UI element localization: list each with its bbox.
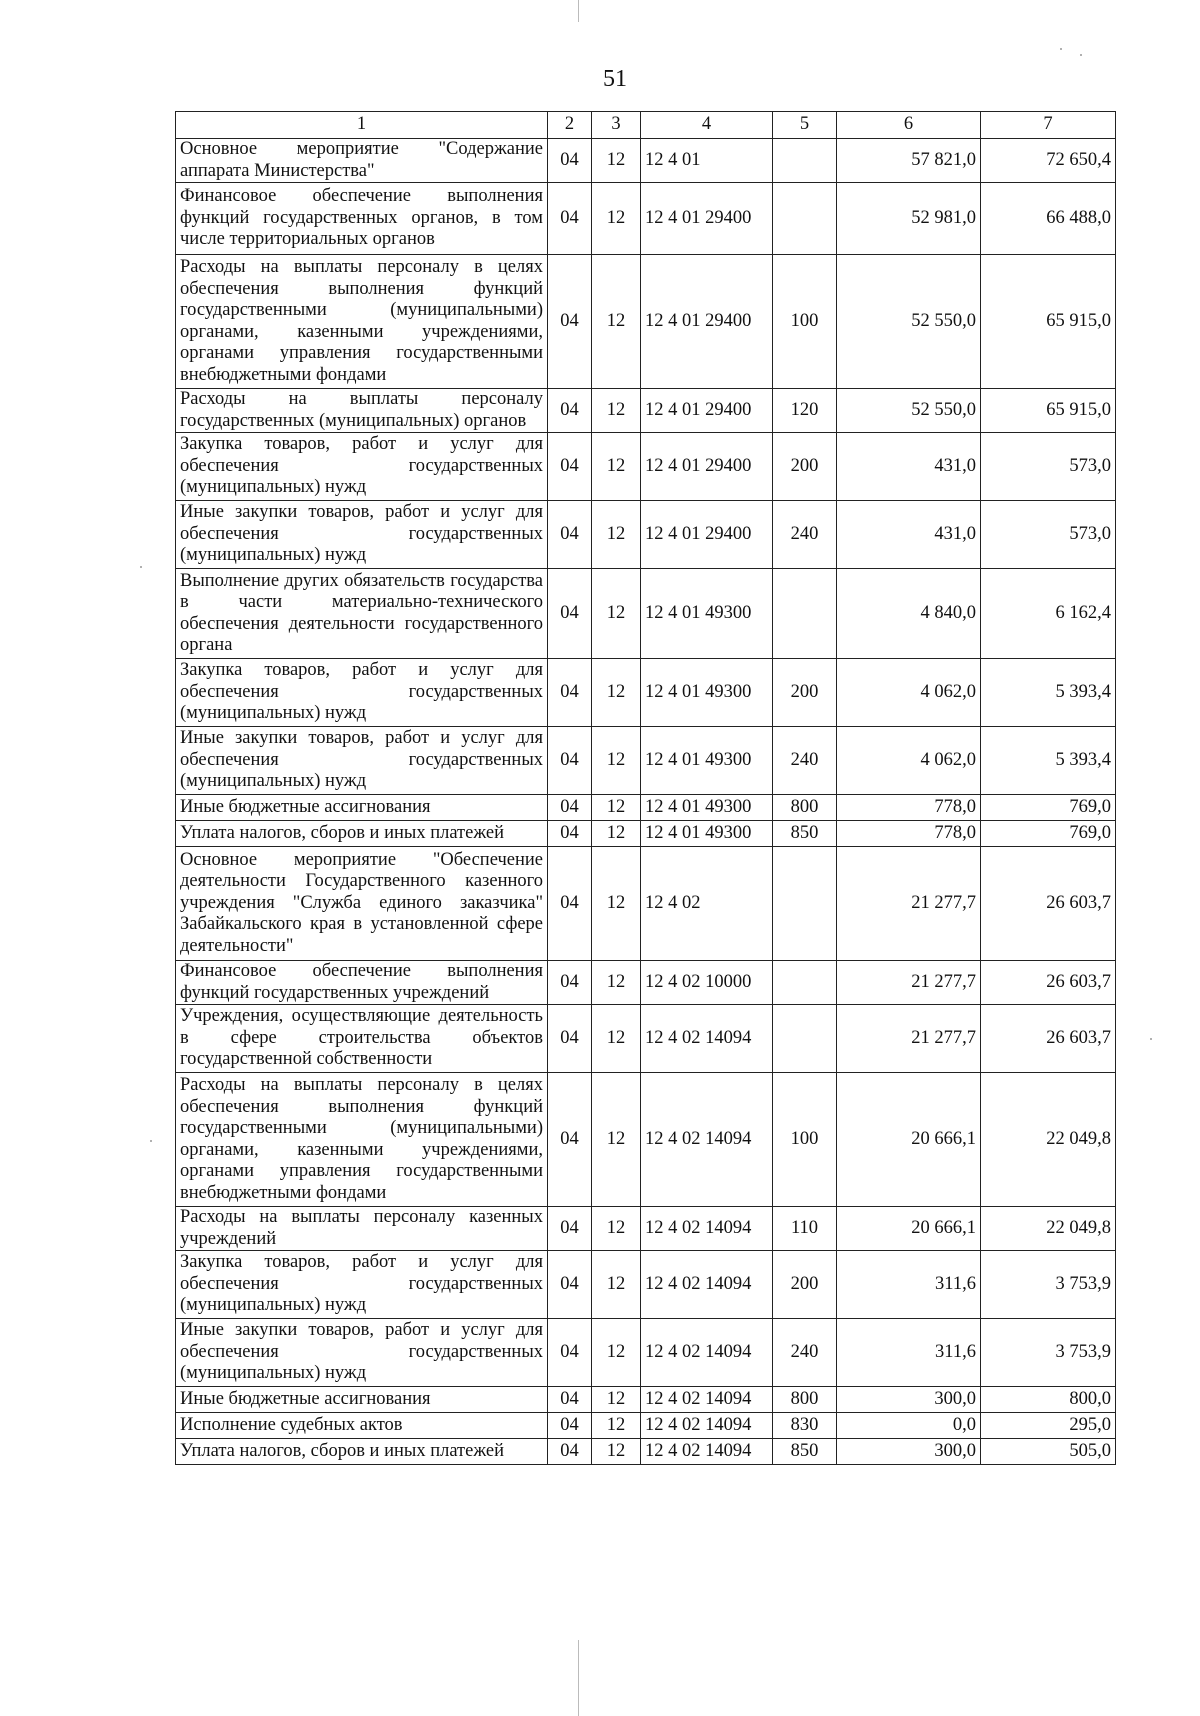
- expense-type-code: 240: [773, 1319, 837, 1387]
- subsection-code: 12: [592, 1319, 641, 1387]
- target-article-code: 12 4 01 49300: [641, 795, 773, 821]
- amount-year-1: 778,0: [837, 821, 981, 847]
- row-name: Финансовое обеспечение выполнения функций государственных органов, в том числе территориальных органов: [176, 183, 548, 255]
- amount-year-2: 573,0: [981, 433, 1116, 501]
- target-article-code: 12 4 01 29400: [641, 255, 773, 389]
- section-code: 04: [548, 1319, 592, 1387]
- amount-year-1: 21 277,7: [837, 847, 981, 961]
- target-article-code: 12 4 01 49300: [641, 569, 773, 659]
- target-article-code: 12 4 02 14094: [641, 1005, 773, 1073]
- page-number: 51: [603, 66, 627, 92]
- section-code: 04: [548, 821, 592, 847]
- scan-artifact: [1150, 1038, 1152, 1040]
- expense-type-code: 110: [773, 1207, 837, 1251]
- column-header: 1: [176, 112, 548, 139]
- target-article-code: 12 4 01 49300: [641, 659, 773, 727]
- amount-year-1: 20 666,1: [837, 1073, 981, 1207]
- amount-year-1: 21 277,7: [837, 1005, 981, 1073]
- table-header-row: [176, 112, 1116, 139]
- row-name: Учреждения, осуществляющие деятельность в сфере строительства объектов государственной собственности: [176, 1005, 548, 1073]
- expense-type-code: [773, 1005, 837, 1073]
- amount-year-2: 573,0: [981, 501, 1116, 569]
- amount-year-2: 65 915,0: [981, 389, 1116, 433]
- target-article-code: 12 4 02 14094: [641, 1207, 773, 1251]
- subsection-code: 12: [592, 1439, 641, 1465]
- scan-artifact: [150, 1140, 152, 1142]
- table-row: [176, 1005, 1116, 1073]
- row-name: Иные бюджетные ассигнования: [176, 1387, 548, 1413]
- amount-year-2: 505,0: [981, 1439, 1116, 1465]
- target-article-code: 12 4 02 14094: [641, 1073, 773, 1207]
- target-article-code: 12 4 02 14094: [641, 1319, 773, 1387]
- amount-year-1: 20 666,1: [837, 1207, 981, 1251]
- target-article-code: 12 4 01: [641, 139, 773, 183]
- scan-artifact: [578, 0, 579, 22]
- expense-type-code: 200: [773, 1251, 837, 1319]
- row-name: Расходы на выплаты персоналу казенных учреждений: [176, 1207, 548, 1251]
- subsection-code: 12: [592, 139, 641, 183]
- target-article-code: 12 4 02 14094: [641, 1387, 773, 1413]
- expense-type-code: 800: [773, 1387, 837, 1413]
- scan-artifact: [140, 566, 142, 568]
- amount-year-2: 66 488,0: [981, 183, 1116, 255]
- column-header: 7: [981, 112, 1116, 139]
- amount-year-1: 4 840,0: [837, 569, 981, 659]
- section-code: 04: [548, 1413, 592, 1439]
- amount-year-1: 0,0: [837, 1413, 981, 1439]
- subsection-code: 12: [592, 659, 641, 727]
- section-code: 04: [548, 255, 592, 389]
- row-name: Закупка товаров, работ и услуг для обеспечения государственных (муниципальных) нужд: [176, 433, 548, 501]
- amount-year-1: 57 821,0: [837, 139, 981, 183]
- subsection-code: 12: [592, 183, 641, 255]
- amount-year-1: 778,0: [837, 795, 981, 821]
- column-header: 6: [837, 112, 981, 139]
- amount-year-2: 3 753,9: [981, 1319, 1116, 1387]
- section-code: 04: [548, 1251, 592, 1319]
- amount-year-2: 72 650,4: [981, 139, 1116, 183]
- row-name: Иные закупки товаров, работ и услуг для обеспечения государственных (муниципальных) нужд: [176, 1319, 548, 1387]
- amount-year-1: 300,0: [837, 1387, 981, 1413]
- section-code: 04: [548, 1439, 592, 1465]
- amount-year-2: 6 162,4: [981, 569, 1116, 659]
- amount-year-2: 22 049,8: [981, 1207, 1116, 1251]
- target-article-code: 12 4 02 14094: [641, 1413, 773, 1439]
- section-code: 04: [548, 183, 592, 255]
- row-name: Расходы на выплаты персоналу в целях обеспечения выполнения функций государственными (муниципальными) органами, казенными учреждениями, органами управления государственными внебюджетными фондами: [176, 1073, 548, 1207]
- subsection-code: 12: [592, 1207, 641, 1251]
- expense-type-code: 800: [773, 795, 837, 821]
- table-row: [176, 847, 1116, 961]
- subsection-code: 12: [592, 389, 641, 433]
- table-row: [176, 433, 1116, 501]
- expense-type-code: 200: [773, 433, 837, 501]
- subsection-code: 12: [592, 847, 641, 961]
- amount-year-2: 769,0: [981, 795, 1116, 821]
- table-row: [176, 1319, 1116, 1387]
- target-article-code: 12 4 01 29400: [641, 433, 773, 501]
- table-row: [176, 659, 1116, 727]
- row-name: Иные бюджетные ассигнования: [176, 795, 548, 821]
- amount-year-1: 431,0: [837, 501, 981, 569]
- subsection-code: 12: [592, 1005, 641, 1073]
- table-row: [176, 1251, 1116, 1319]
- subsection-code: 12: [592, 255, 641, 389]
- subsection-code: 12: [592, 795, 641, 821]
- expense-type-code: 100: [773, 1073, 837, 1207]
- expense-type-code: [773, 961, 837, 1005]
- row-name: Иные закупки товаров, работ и услуг для обеспечения государственных (муниципальных) нужд: [176, 501, 548, 569]
- row-name: Расходы на выплаты персоналу государственных (муниципальных) органов: [176, 389, 548, 433]
- table-row: [176, 1413, 1116, 1439]
- table-row: [176, 961, 1116, 1005]
- table-row: [176, 727, 1116, 795]
- target-article-code: 12 4 01 49300: [641, 727, 773, 795]
- expense-type-code: 100: [773, 255, 837, 389]
- amount-year-2: 65 915,0: [981, 255, 1116, 389]
- table-row: [176, 501, 1116, 569]
- expense-type-code: 240: [773, 501, 837, 569]
- row-name: Закупка товаров, работ и услуг для обеспечения государственных (муниципальных) нужд: [176, 1251, 548, 1319]
- target-article-code: 12 4 02 14094: [641, 1439, 773, 1465]
- amount-year-2: 26 603,7: [981, 961, 1116, 1005]
- amount-year-1: 4 062,0: [837, 727, 981, 795]
- section-code: 04: [548, 1073, 592, 1207]
- target-article-code: 12 4 02: [641, 847, 773, 961]
- amount-year-2: 5 393,4: [981, 727, 1116, 795]
- target-article-code: 12 4 01 29400: [641, 501, 773, 569]
- target-article-code: 12 4 01 49300: [641, 821, 773, 847]
- subsection-code: 12: [592, 727, 641, 795]
- table-row: [176, 139, 1116, 183]
- section-code: 04: [548, 795, 592, 821]
- row-name: Уплата налогов, сборов и иных платежей: [176, 1439, 548, 1465]
- row-name: Уплата налогов, сборов и иных платежей: [176, 821, 548, 847]
- expense-type-code: [773, 569, 837, 659]
- amount-year-2: 3 753,9: [981, 1251, 1116, 1319]
- section-code: 04: [548, 659, 592, 727]
- amount-year-1: 21 277,7: [837, 961, 981, 1005]
- target-article-code: 12 4 01 29400: [641, 183, 773, 255]
- section-code: 04: [548, 727, 592, 795]
- section-code: 04: [548, 1387, 592, 1413]
- target-article-code: 12 4 01 29400: [641, 389, 773, 433]
- expense-type-code: [773, 847, 837, 961]
- row-name: Основное мероприятие "Обеспечение деятельности Государственного казенного учреждения "Служба единого заказчика" Забайкальского края в установленной сфере деятельности": [176, 847, 548, 961]
- table-row: [176, 569, 1116, 659]
- subsection-code: 12: [592, 961, 641, 1005]
- amount-year-2: 22 049,8: [981, 1073, 1116, 1207]
- table-row: [176, 183, 1116, 255]
- table-row: [176, 1439, 1116, 1465]
- row-name: Закупка товаров, работ и услуг для обеспечения государственных (муниципальных) нужд: [176, 659, 548, 727]
- amount-year-2: 769,0: [981, 821, 1116, 847]
- amount-year-1: 311,6: [837, 1251, 981, 1319]
- section-code: 04: [548, 1207, 592, 1251]
- section-code: 04: [548, 433, 592, 501]
- amount-year-2: 26 603,7: [981, 847, 1116, 961]
- section-code: 04: [548, 569, 592, 659]
- amount-year-1: 4 062,0: [837, 659, 981, 727]
- expense-type-code: [773, 183, 837, 255]
- expense-type-code: 850: [773, 1439, 837, 1465]
- subsection-code: 12: [592, 1387, 641, 1413]
- amount-year-1: 52 550,0: [837, 389, 981, 433]
- expense-type-code: 830: [773, 1413, 837, 1439]
- table-row: [176, 1387, 1116, 1413]
- subsection-code: 12: [592, 1413, 641, 1439]
- section-code: 04: [548, 847, 592, 961]
- row-name: Иные закупки товаров, работ и услуг для обеспечения государственных (муниципальных) нужд: [176, 727, 548, 795]
- amount-year-1: 431,0: [837, 433, 981, 501]
- amount-year-1: 52 981,0: [837, 183, 981, 255]
- scan-artifact: [1080, 54, 1082, 56]
- expense-type-code: 850: [773, 821, 837, 847]
- amount-year-1: 52 550,0: [837, 255, 981, 389]
- amount-year-2: 800,0: [981, 1387, 1116, 1413]
- amount-year-2: 295,0: [981, 1413, 1116, 1439]
- expense-type-code: 200: [773, 659, 837, 727]
- row-name: Финансовое обеспечение выполнения функций государственных учреждений: [176, 961, 548, 1005]
- table-row: [176, 255, 1116, 389]
- subsection-code: 12: [592, 433, 641, 501]
- section-code: 04: [548, 139, 592, 183]
- row-name: Исполнение судебных актов: [176, 1413, 548, 1439]
- amount-year-2: 5 393,4: [981, 659, 1116, 727]
- subsection-code: 12: [592, 501, 641, 569]
- table-row: [176, 1073, 1116, 1207]
- section-code: 04: [548, 389, 592, 433]
- scan-artifact: [578, 1640, 579, 1716]
- target-article-code: 12 4 02 10000: [641, 961, 773, 1005]
- budget-table: [175, 111, 1116, 1465]
- table-row: [176, 795, 1116, 821]
- target-article-code: 12 4 02 14094: [641, 1251, 773, 1319]
- column-header: 2: [548, 112, 592, 139]
- section-code: 04: [548, 961, 592, 1005]
- column-header: 5: [773, 112, 837, 139]
- expense-type-code: 240: [773, 727, 837, 795]
- amount-year-1: 300,0: [837, 1439, 981, 1465]
- subsection-code: 12: [592, 821, 641, 847]
- expense-type-code: [773, 139, 837, 183]
- subsection-code: 12: [592, 569, 641, 659]
- subsection-code: 12: [592, 1073, 641, 1207]
- column-header: 4: [641, 112, 773, 139]
- row-name: Основное мероприятие "Содержание аппарата Министерства": [176, 139, 548, 183]
- row-name: Выполнение других обязательств государства в части материально-технического обеспечения деятельности государственного органа: [176, 569, 548, 659]
- table-row: [176, 821, 1116, 847]
- table-row: [176, 1207, 1116, 1251]
- section-code: 04: [548, 1005, 592, 1073]
- table-row: [176, 389, 1116, 433]
- subsection-code: 12: [592, 1251, 641, 1319]
- row-name: Расходы на выплаты персоналу в целях обеспечения выполнения функций государственными (муниципальными) органами, казенными учреждениями, органами управления государственными внебюджетными фондами: [176, 255, 548, 389]
- expense-type-code: 120: [773, 389, 837, 433]
- section-code: 04: [548, 501, 592, 569]
- amount-year-2: 26 603,7: [981, 1005, 1116, 1073]
- amount-year-1: 311,6: [837, 1319, 981, 1387]
- column-header: 3: [592, 112, 641, 139]
- scan-artifact: [1060, 48, 1062, 50]
